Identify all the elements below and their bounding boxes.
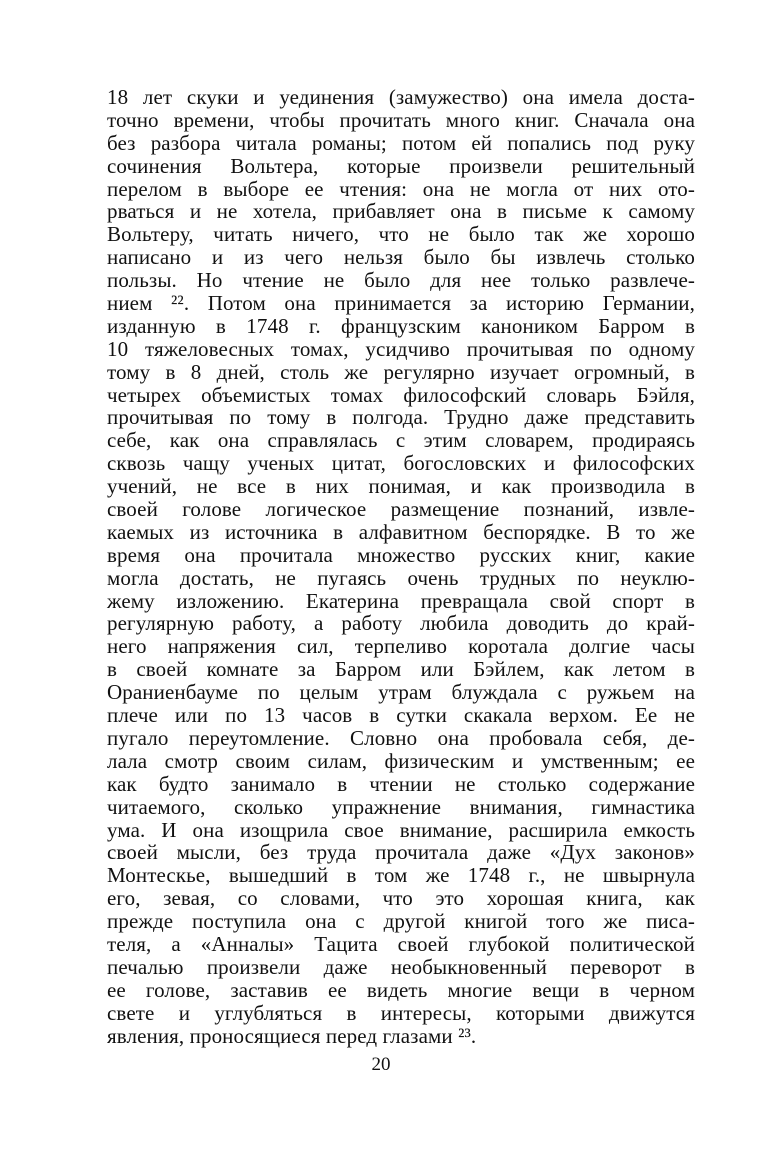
text-line: как будто занимало в чтении не столько содержание xyxy=(107,771,695,796)
text-line: Вольтеру, читать ничего, что не было так же хорошо xyxy=(107,222,695,247)
text-line: регулярную работу, а работу любила доводить до край- xyxy=(107,611,695,636)
text-line: без разбора читала романы; потом ей попались под руку xyxy=(107,130,695,155)
text-line: написано и из чего нельзя было бы извлечь столько xyxy=(107,245,695,270)
text-line: пользы. Но чтение не было для нее только развлече- xyxy=(107,268,695,293)
text-line: него напряжения сил, терпеливо коротала долгие часы xyxy=(107,634,695,659)
text-line: нием ²². Потом она принимается за историю Германии, xyxy=(107,291,695,316)
text-line: Ораниенбауме по целым утрам блуждала с ружьем на xyxy=(107,680,695,705)
text-line: в своей комнате за Барром или Бэйлем, как летом в xyxy=(107,657,695,682)
text-line: 10 тяжеловесных томах, усидчиво прочитывая по одному xyxy=(107,336,695,361)
text-line: читаемого, сколько упражнение внимания, гимнастика xyxy=(107,794,695,819)
text-line: 18 лет скуки и уединения (замужество) она имела доста- xyxy=(107,85,695,109)
text-line: себе, как она справлялась с этим словарем, продираясь xyxy=(107,428,695,453)
text-line: изданную в 1748 г. французским каноником Барром в xyxy=(107,313,695,338)
text-line: прочитывая по тому в полгода. Трудно даже представить xyxy=(107,405,695,430)
text-line: сочинения Вольтера, которые произвели решительный xyxy=(107,153,695,178)
text-line: перелом в выборе ее чтения: она не могла от них ото- xyxy=(107,176,695,201)
text-line: его, зевая, со словами, что это хорошая книга, как xyxy=(107,886,695,911)
page-number: 20 xyxy=(371,1054,391,1075)
text-line: свете и углубляться в интересы, которыми движутся xyxy=(107,1000,695,1025)
text-line: своей мысли, без труда прочитала даже «Дух законов» xyxy=(107,840,695,865)
text-line: тому в 8 дней, столь же регулярно изучает огромный, в xyxy=(107,359,695,384)
body-text xyxy=(107,86,695,1047)
text-line: прежде поступила она с другой книгой того же писа- xyxy=(107,909,695,934)
text-line: жему изложению. Екатерина превращала свой спорт в xyxy=(107,588,695,613)
text-line: лала смотр своим силам, физическим и умственным; ее xyxy=(107,748,695,773)
text-line: сквозь чащу ученых цитат, богословских и философских xyxy=(107,451,695,476)
text-line: учений, не все в них понимая, и как производила в xyxy=(107,474,695,499)
text-line: ее голове, заставив ее видеть многие вещи в черном xyxy=(107,977,695,1002)
text-line: точно времени, чтобы прочитать много книг. Сначала она xyxy=(107,107,695,132)
text-line: теля, а «Анналы» Тацита своей глубокой политической xyxy=(107,931,695,956)
text-line: своей голове логическое размещение познаний, извле- xyxy=(107,497,695,522)
text-line: плече или по 13 часов в сутки скакала верхом. Ее не xyxy=(107,703,695,728)
text-line: четырех объемистых томах философский словарь Бэйля, xyxy=(107,382,695,407)
text-line: печалью произвели даже необыкновенный переворот в xyxy=(107,954,695,979)
text-line: Монтескье, вышедший в том же 1748 г., не швырнула xyxy=(107,863,695,888)
text-line: ума. И она изощрила свое внимание, расширила емкость xyxy=(107,817,695,842)
text-line: рваться и не хотела, прибавляет она в письме к самому xyxy=(107,199,695,224)
text-line: каемых из источника в алфавитном беспорядке. В то же xyxy=(107,519,695,544)
text-line: явления, проносящиеся перед глазами ²³. xyxy=(107,1023,477,1048)
text-line: могла достать, не пугаясь очень трудных по неуклю- xyxy=(107,565,695,590)
text-line: пугало переутомление. Словно она пробовала себя, де- xyxy=(107,725,695,750)
text-line: время она прочитала множество русских книг, какие xyxy=(107,542,695,567)
